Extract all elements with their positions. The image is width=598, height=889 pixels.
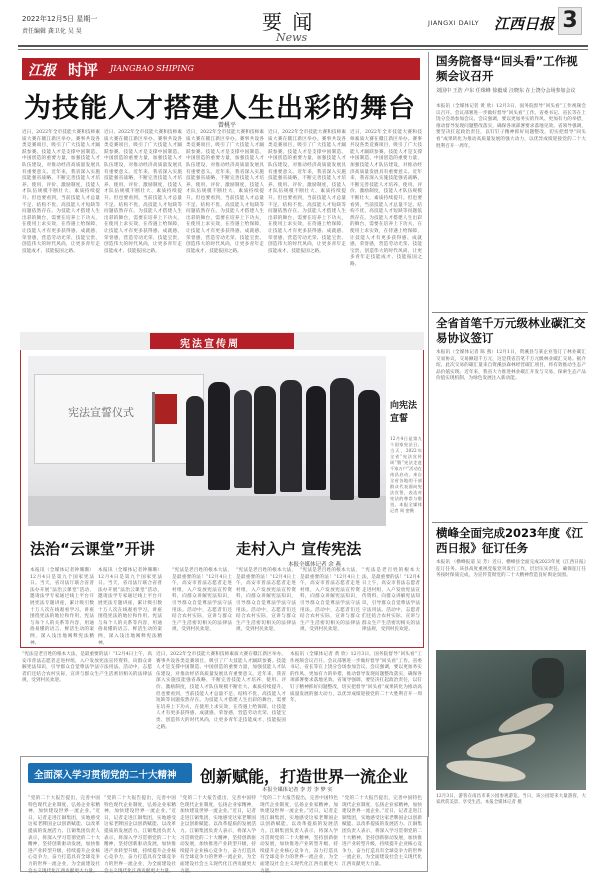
bottom-byline: 本报全媒体记者 李 芳 李 梦 实 [262,787,333,793]
fish [495,698,556,738]
constitution-banner [20,332,424,350]
bottom-col-3: “党的二十大报告提出，完善中国特色现代企业制度，弘扬企业家精神，加快建设世界一流企业。”近日，记者走进江铜集团，实地感受这家老牌国企以创新赋能、以改革提质的发展活力。江铜集团负责人表示，将深入学习贯彻党的二十大精神，坚持创新驱动发展，加快推进产业转型升级，持续提升企业核心竞争力，奋力打造具有全球竞争力的世界一流企业，为全面建设社会主义现代化江西贡献更大力量。 [180,796,256,874]
right3-title: 横峰全面完成2023年度《江西日报》征订任务 [436,526,584,555]
commentary-col-5: 近日，2022年全市技能大赛和技师素质大赛在赣江新区举办。赛事共设各类竞赛项目，吸引了广大技能人才踊跃参赛。技能人才是支撑中国制造、中国创造的重要力量，加强技能人才队伍建设，对推动经济高质量发展具有重要意义。近年来，我省深入实施技能强省战略，不断完善技能人才培养、使用、评价、激励制度，技能人才队伍规模不断壮大、素质持续提升。但也要看到，当前技能人才总量不足、结构不优、高技能人才短缺等问题依然存在。为技能人才搭建人生出彩的舞台，需要在培养上下功夫，在使用上求实效，在待遇上给保障，让技能人才有更多获得感、成就感、荣誉感，营造劳动光荣、技能宝贵、创造伟大的时代风尚，让更多青年走技能成才、技能报国之路。 [350,130,422,267]
column-divider [428,52,429,817]
bottom-col-2: “党的二十大报告提出，完善中国特色现代企业制度，弘扬企业家精神，加快建设世界一流企业。”近日，记者走进江铜集团，实地感受这家老牌国企以创新赋能、以改革提质的发展活力。江铜集团负责人表示，将深入学习贯彻党的二十大精神，坚持创新驱动发展，加快推进产业转型升级，持续提升企业核心竞争力，奋力打造具有全球竞争力的世界一流企业，为全面建设社会主义现代化江西贡献更大力量。 [104,796,176,874]
bottom-tag [28,763,192,783]
continued-col-2: 近日，2022年全市技能大赛和技师素质大赛在赣江新区举办。赛事共设各类竞赛项目，吸引了广大技能人才踊跃参赛。技能人才是支撑中国制造、中国创造的重要力量，加强技能人才队伍建设，对推动经济高质量发展具有重要意义。近年来，我省深入实施技能强省战略，不断完善技能人才培养、使用、评价、激励制度，技能人才队伍规模不断壮大、素质持续提升。但也要看到，当前技能人才总量不足、结构不优、高技能人才短缺等问题依然存在。为技能人才搭建人生出彩的舞台，需要在培养上下功夫，在使用上求实效，在待遇上给保障，让技能人才有更多获得感、成就感、荣誉感，营造劳动光荣、技能宝贵、创造伟大的时代风尚，让更多青年走技能成才、技能报国之路。 [156,652,286,730]
right-story-col-1: “宪法是老百姓的根本大法，是最重要的法！”12月4日上午，高安市普法志愿者走进村组，入户发放宪法宣传资料，向群众讲解宪法知识，引导群众自觉尊法学法守法用法。活动中，志愿者们还结合农村实际，宣讲与群众生产生活密切相关的法律法规，受到村民欢迎。 [172,568,232,633]
commentary-banner-en: JIANGBAO SHIPING [110,64,194,73]
bottom-col-1: “党的二十大报告提出，完善中国特色现代企业制度，弘扬企业家精神，加快建设世界一流企业。”近日，记者走进江铜集团，实地感受这家老牌国企以创新赋能、以改革提质的发展活力。江铜集团负责人表示，将深入学习贯彻党的二十大精神，坚持创新驱动发展，加快推进产业转型升级，持续提升企业核心竞争力，奋力打造具有全球竞争力的世界一流企业，为全面建设社会主义现代化江西贡献更大力量。 [28,796,100,874]
left-story-col-2: 本报讯（全媒体记者钟珊珊）12月4日是第九个国家宪法日。当天，省司法厅联合省普法办开展“法治云课堂”活动，邀请法学专家通过线上平台开展宪法专题讲座，累计吸引数十万人次在线观看学习。讲座围绕宪法的地位和作用、宪法与每个人的关系等内容，用通俗易懂的语言、鲜活生动的案例，深入浅出地阐释宪法精神。 [98,568,162,646]
person [254,386,276,494]
commentary-headline: 为技能人才搭建人生出彩的舞台 [24,93,416,124]
header-editor: 责任编辑 龚卫化 吴 昊 [22,28,82,35]
header-rule-thin [18,49,588,50]
page-number [558,7,582,35]
right-story-col-2: “宪法是老百姓的根本大法，是最重要的法！”12月4日上午，高安市普法志愿者走进村组，入户发放宪法宣传资料，向群众讲解宪法知识，引导群众自觉尊法学法守法用法。活动中，志愿者们还结合农村实际，宣讲与群众生产生活密切相关的法律法规，受到村民欢迎。 [236,568,296,633]
right3-body: 本报讯 （横峰报道 吴 芳）近日，横峰县全面完成2023年度《江西日报》征订任务。该县高度重视党报党刊发行工作，层层压实责任，确保征订任务按时保质完成，为宣传贯彻党的二十大精神营造良好舆论氛围。 [436,560,586,579]
right-story-title: 走村入户 宣传宪法 [236,540,362,558]
bottom-title: 创新赋能，打造世界一流企业 [200,767,409,786]
header-rule [18,45,588,47]
page-number-text: 3 [562,8,578,33]
floor [28,496,386,526]
right2-body: 本报讯（全媒体记者 陈 燕）12月1日，资溪县与某企业签订了林业碳汇交易协议，交易额超千万元，这是我省首笔千万元级林业碳汇交易。据介绍，此次交易的碳汇量来自资溪县森林经营碳汇项目，将有效推动生态产品价值实现。近年来，我省大力推进林业碳汇开发与交易，探索生态产品价值实现机制，为绿色发展注入新动能。 [436,350,586,382]
person [532,658,564,698]
constitution-banner-title: 宪法宣传周 [180,339,240,350]
commentary-byline: 曾桃平 [218,122,237,129]
paper-logo: 江西日报 [494,15,555,33]
left-story-col-1: 本报讯（全媒体记者钟珊珊）12月4日是第九个国家宪法日。当天，省司法厅联合省普法办开展“法治云课堂”活动，邀请法学专家通过线上平台开展宪法专题讲座，累计吸引数十万人次在线观看学习。讲座围绕宪法的地位和作用、宪法与每个人的关系等内容，用通俗易懂的语言、鲜活生动的案例，深入浅出地阐释宪法精神。 [30,568,94,646]
flag-cloth [155,394,177,424]
person [208,382,230,490]
right1-body: 本报讯（全媒体记者 黄 欣）12月3日，国务院督导“回头看”工作视频会议召开。会议部署进一步做好督导“回头看”工作。省委书记、省长等在上饶分会场参加会议。会议强调，要以更加务实的作风、更加有力的举措，推动督导发现问题整改落实，确保各项部署要求落地见效。省领导强调，要坚决扛起政治责任，以钉钉子精神抓好问题整改，切实把督导“回头看”成果转化为推动高质量发展的强大动力，以优异成绩迎接党的二十大胜利召开一周年。 [436,104,586,149]
photo-caption: 12月4日是第九个国家宪法日。当天，2022年全省“宪法宣传周”暨“宪法走进千家万户”活动在南昌启动，来自全省各地的干部群众代表面向宪法宣誓，表达对宪法的尊崇与敬畏。本报全媒体记者 周 密摄 [390,436,422,513]
person [280,380,302,492]
commentary-col-2: 近日，2022年全市技能大赛和技师素质大赛在赣江新区举办。赛事共设各类竞赛项目，吸引了广大技能人才踊跃参赛。技能人才是支撑中国制造、中国创造的重要力量，加强技能人才队伍建设，对推动经济高质量发展具有重要意义。近年来，我省深入实施技能强省战略，不断完善技能人才培养、使用、评价、激励制度，技能人才队伍规模不断壮大、素质持续提升。但也要看到，当前技能人才总量不足、结构不优、高技能人才短缺等问题依然存在。为技能人才搭建人生出彩的舞台，需要在培养上下功夫，在使用上求实效，在待遇上给保障，让技能人才有更多获得感、成就感、荣誉感，营造劳动光荣、技能宝贵、创造伟大的时代风尚，让更多青年走技能成才、技能报国之路。 [104,130,182,254]
commentary-col-3: 近日，2022年全市技能大赛和技师素质大赛在赣江新区举办。赛事共设各类竞赛项目，吸引了广大技能人才踊跃参赛。技能人才是支撑中国制造、中国创造的重要力量，加强技能人才队伍建设，对推动经济高质量发展具有重要意义。近年来，我省深入实施技能强省战略，不断完善技能人才培养、使用、评价、激励制度，技能人才队伍规模不断壮大、素质持续提升。但也要看到，当前技能人才总量不足、结构不优、高技能人才短缺等问题依然存在。为技能人才搭建人生出彩的舞台，需要在培养上下功夫，在使用上求实效，在待遇上给保障，让技能人才有更多获得感、成就感、荣誉感，营造劳动光荣、技能宝贵、创造伟大的时代风尚，让更多青年走技能成才、技能报国之路。 [186,130,264,254]
commentary-col-1: 近日，2022年全市技能大赛和技师素质大赛在赣江新区举办。赛事共设各类竞赛项目，吸引了广大技能人才踊跃参赛。技能人才是支撑中国制造、中国创造的重要力量，加强技能人才队伍建设，对推动经济高质量发展具有重要意义。近年来，我省深入实施技能强省战略，不断完善技能人才培养、使用、评价、激励制度，技能人才队伍规模不断壮大、素质持续提升。但也要看到，当前技能人才总量不足、结构不优、高技能人才短缺等问题依然存在。为技能人才搭建人生出彩的舞台，需要在培养上下功夫，在使用上求实效，在待遇上给保障，让技能人才有更多获得感、成就感、荣誉感，营造劳动光荣、技能宝贵、创造伟大的时代风尚，让更多青年走技能成才、技能报国之路。 [22,130,100,254]
person [234,390,252,488]
right-story-col-3: “宪法是老百姓的根本大法，是最重要的法！”12月4日上午，高安市普法志愿者走进村组，入户发放宪法宣传资料，向群众讲解宪法知识，引导群众自觉尊法学法守法用法。活动中，志愿者们还结合农村实际，宣讲与群众生产生活密切相关的法律法规，受到村民欢迎。 [300,568,360,633]
commentary-col-4: 近日，2022年全市技能大赛和技师素质大赛在赣江新区举办。赛事共设各类竞赛项目，吸引了广大技能人才踊跃参赛。技能人才是支撑中国制造、中国创造的重要力量，加强技能人才队伍建设，对推动经济高质量发展具有重要意义。近年来，我省深入实施技能强省战略，不断完善技能人才培养、使用、评价、激励制度，技能人才队伍规模不断壮大、素质持续提升。但也要看到，当前技能人才总量不足、结构不优、高技能人才短缺等问题依然存在。为技能人才搭建人生出彩的舞台，需要在培养上下功夫，在使用上求实效，在待遇上给保障，让技能人才有更多获得感、成就感、荣誉感，营造劳动光荣、技能宝贵、创造伟大的时代风尚，让更多青年走技能成才、技能报国之路。 [268,130,346,254]
left-story-title: 法治“云课堂”开讲 [30,540,155,558]
section-title: 要 闻 [262,10,315,34]
bottom-tag-text: 全面深入学习贯彻党的二十大精神 [34,770,177,781]
right1-title: 国务院督导“回头看”工作视频会议召开 [436,54,578,83]
right-story-col-4: “宪法是老百姓的根本大法，是最重要的法！”12月4日上午，高安市普法志愿者走进村组，入户发放宪法宣传资料，向群众讲解宪法知识，引导群众自觉尊法学法守法用法。活动中，志愿者们还结合农村实际，宣讲与群众生产生活密切相关的法律法规，受到村民欢迎。 [362,568,420,633]
constitution-photo [28,356,386,526]
paper-en: JIANGXI DAILY [428,19,480,27]
right-photo-caption: 12月3日，游客在南昌市某公园参观游览。当日，该公园迎来大量游客，大家欣赏美景、享受生活。本报全媒体记者 摄 [436,794,586,805]
commentary-banner [22,58,420,80]
continued-col-1: “宪法是老百姓的根本大法，是最重要的法！”12月4日上午，高安市普法志愿者走进村组，入户发放宪法宣传资料，向群众讲解宪法知识，引导群众自觉尊法学法守法用法。活动中，志愿者们还结合农村实际，宣讲与群众生产生活密切相关的法律法规，受到村民欢迎。 [22,652,152,684]
person [306,386,326,490]
divider [432,312,588,313]
person [186,396,204,476]
person [358,390,380,498]
right-story-byline: 本报全媒体记者 余 燕 [288,562,341,568]
right2-title: 全省首笔千万元级林业碳汇交易协议签订 [436,316,586,345]
continued-col-3: 本报讯（全媒体记者 黄 欣）12月3日，国务院督导“回头看”工作视频会议召开。会议部署进一步做好督导“回头看”工作。省委书记、省长等在上饶分会场参加会议。会议强调，要以更加务实的作风、更加有力的举措，推动督导发现问题整改落实，确保各项部署要求落地见效。省领导强调，要坚决扛起政治责任，以钉钉子精神抓好问题整改，切实把督导“回头看”成果转化为推动高质量发展的强大动力，以优异成绩迎接党的二十大胜利召开一周年。 [290,652,422,704]
bottom-col-5: “党的二十大报告提出，完善中国特色现代企业制度，弘扬企业家精神，加快建设世界一流企业。”近日，记者走进江铜集团，实地感受这家老牌国企以创新赋能、以改革提质的发展活力。江铜集团负责人表示，将深入学习贯彻党的二十大精神，坚持创新驱动发展，加快推进产业转型升级，持续提升企业核心竞争力，奋力打造具有全球竞争力的世界一流企业，为全面建设社会主义现代化江西贡献更大力量。 [342,796,422,867]
commentary-brand: 江报 [28,63,56,79]
right-photo [436,650,586,790]
section-en: News [276,31,308,44]
right1-subtitle: 刘国中 王浩 卢东 任珠峰 徐毅成 汪晓东 在上饶分会场参加会议 [436,88,576,94]
bottom-col-4: “党的二十大报告提出，完善中国特色现代企业制度，弘扬企业家精神，加快建设世界一流企业。”近日，记者走进江铜集团，实地感受这家老牌国企以创新赋能、以改革提质的发展活力。江铜集团负责人表示，将深入学习贯彻党的二十大精神，坚持创新驱动发展，加快推进产业转型升级，持续提升企业核心竞争力，奋力打造具有全球竞争力的世界一流企业，为全面建设社会主义现代化江西贡献更大力量。 [260,796,338,874]
divider [432,522,588,523]
commentary-banner-title: 时评 [68,61,99,79]
fish [445,757,527,786]
photo-caption-title: 向宪法宣誓 [390,401,418,424]
person [330,378,354,500]
fish [465,729,538,763]
screen-text: 宪法宣誓仪式 [68,406,134,419]
header-date: 2022年12月5日 星期一 [22,15,98,23]
masthead [0,0,598,58]
